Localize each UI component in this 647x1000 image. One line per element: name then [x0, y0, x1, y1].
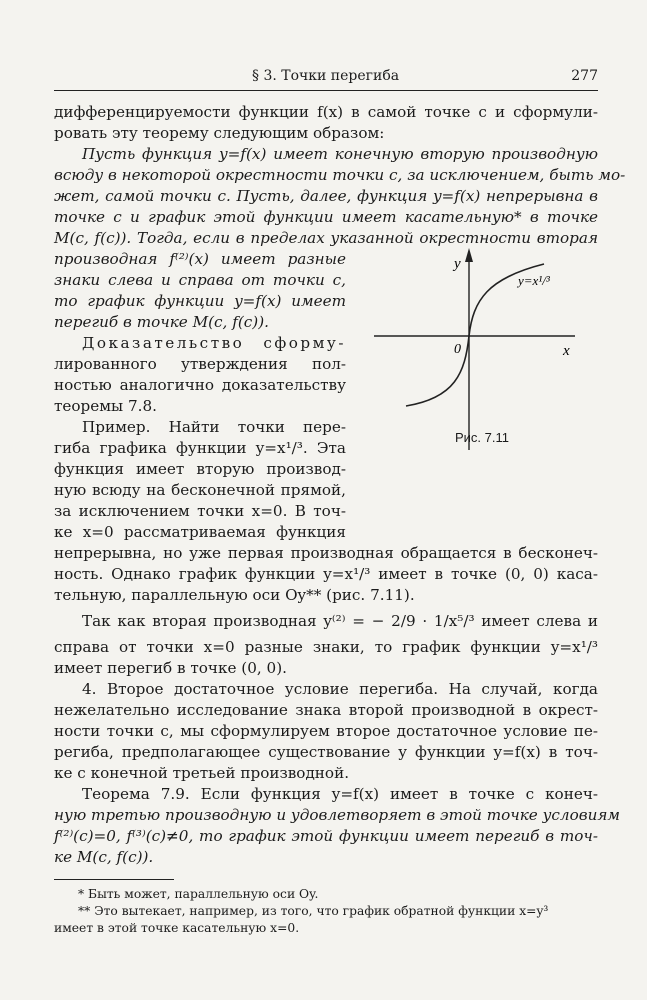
section-title: § 3. Точки перегиба [252, 68, 400, 84]
text-line: ке M(c, f(c)). [54, 848, 154, 866]
text-line: ровать эту теорему следующим образом: [54, 124, 385, 142]
text-line: то график функции y=f(x) имеет [54, 292, 346, 310]
text-line: лированного утверждения пол- [54, 355, 346, 373]
y-axis-arrow [465, 248, 473, 262]
text-line: справа от точки x=0 разные знаки, то график функции y=x¹/³ [54, 638, 598, 656]
text-line: функция имеет вторую производ- [54, 460, 346, 478]
x-axis-label: x [563, 343, 570, 359]
text-line: теоремы 7.8. [54, 397, 157, 415]
footnote-1: * Быть может, параллельную оси Oy. [78, 887, 319, 901]
text-line: всюду в некоторой окрестности точки c, за исключением, быть мо- [54, 166, 626, 184]
text-line: перегиб в точке M(c, f(c)). [54, 313, 269, 331]
text-line: Пусть функция y=f(x) имеет конечную вторую производную [82, 145, 598, 163]
origin-label: 0 [454, 342, 461, 357]
footnote-2: ** Это вытекает, например, из того, что график обратной функции x=y³ [78, 904, 549, 918]
text-line: дифференцируемости функции f(x) в самой точке c и сформули- [54, 103, 598, 121]
text-line: точке c и график этой функции имеет касательную* в точке [54, 208, 598, 226]
text-line: ную третью производную и удовлетворяет в этой точке условиям [54, 806, 620, 824]
text-line: за исключением точки x=0. В точ- [54, 502, 346, 520]
text-line: ную всюду на бесконечной прямой, [54, 481, 346, 499]
text-line: нежелательно исследование знака второй производной в окрест- [54, 701, 598, 719]
text-line: ность. Однако график функции y=x¹/³ имеет в точке (0, 0) каса- [54, 565, 598, 583]
text-line: непрерывна, но уже первая производная обращается в бесконеч- [54, 544, 598, 562]
figure-caption: Рис. 7.11 [455, 430, 509, 445]
theorem-line: Теорема 7.9. Если функция y=f(x) имеет в точке c конеч- [82, 785, 598, 803]
text-line: имеет перегиб в точке (0, 0). [54, 659, 287, 677]
page-number: 277 [571, 68, 598, 84]
text-line: тельную, параллельную оси Oy** (рис. 7.11). [54, 586, 415, 604]
text-line: гиба графика функции y=x¹/³. Эта [54, 439, 346, 457]
text-line: M(c, f(c)). Тогда, если в пределах указанной окрестности вторая [54, 229, 598, 247]
text-line: f⁽²⁾(c)=0, f⁽³⁾(c)≠0, то график этой функции имеет перегиб в точ- [54, 827, 598, 845]
text-line: региба, предполагающее существование у функции y=f(x) в точ- [54, 743, 598, 761]
text-line: производная f⁽²⁾(x) имеет разные [54, 250, 346, 268]
footnote-divider [54, 879, 174, 880]
y-axis-label: y [454, 256, 461, 272]
subsection-heading-line: 4. Второе достаточное условие перегиба. На случай, когда [82, 680, 598, 698]
text-line: ности точки c, мы сформулируем второе достаточное условие пе- [54, 722, 598, 740]
footnote-2-continued: имеет в этой точке касательную x=0. [54, 921, 300, 935]
curve-label: y=x¹/³ [518, 273, 550, 288]
figure-7-11 [370, 238, 580, 453]
text-line: ностью аналогично доказательству [54, 376, 346, 394]
text-line: Доказательство сформу- [82, 334, 346, 352]
text-line: ке c конечной третьей производной. [54, 764, 350, 782]
text-line: ке x=0 рассматриваемая функция [54, 523, 346, 541]
text-line: знаки слева и справа от точки c, [54, 271, 346, 289]
cube-root-graph [370, 238, 580, 453]
text-line: Пример. Найти точки пере- [82, 418, 346, 436]
running-header [54, 68, 598, 91]
formula-line: Так как вторая производная y⁽²⁾ = − 2/9 · 1/x⁵/³ имеет слева и [82, 612, 598, 630]
text-line: жет, самой точки c. Пусть, далее, функция y=f(x) непрерывна в [54, 187, 598, 205]
